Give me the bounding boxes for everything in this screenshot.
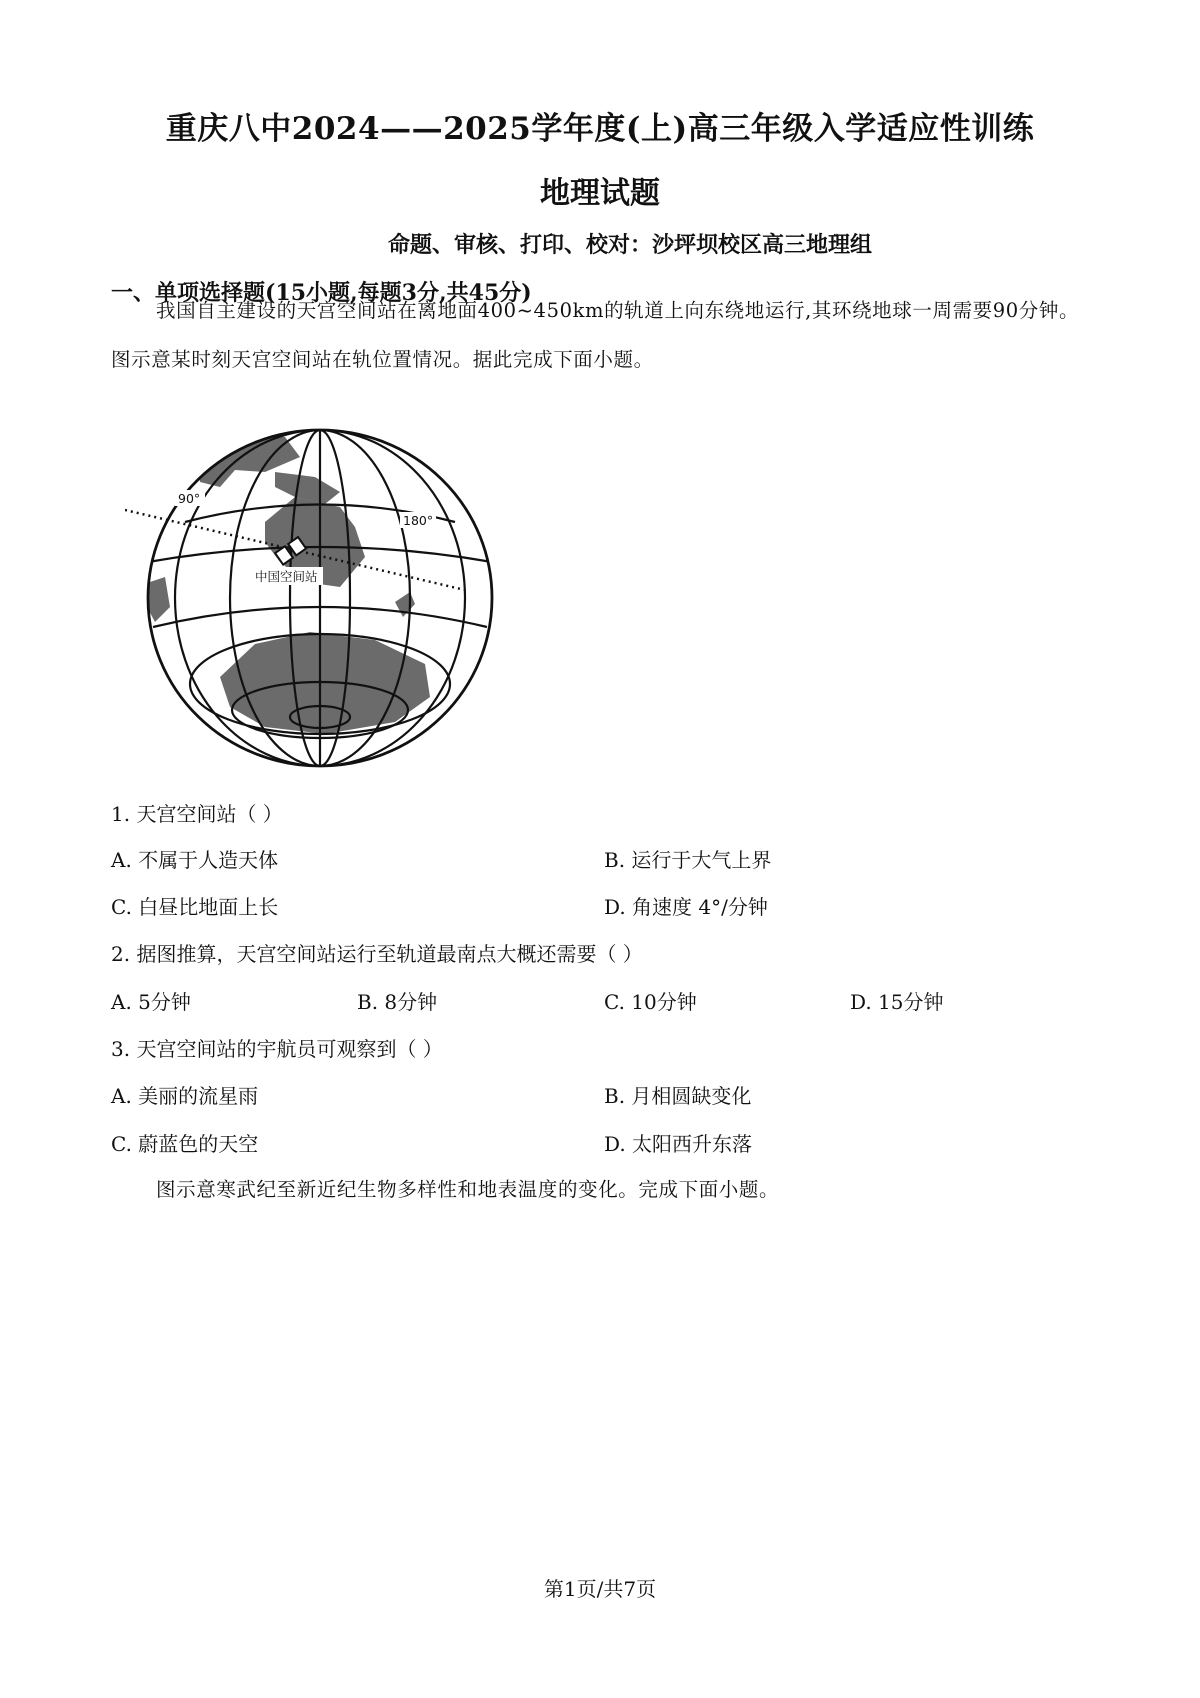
passage-2-line-1: 图示意寒武纪至新近纪生物多样性和地表温度的变化。完成下面小题。 (156, 1178, 780, 1201)
passage-1 (111, 286, 1111, 384)
q1-option-b: B. 运行于大气上界 (604, 848, 772, 872)
station-label: 中国空间站 (255, 569, 318, 584)
meridian-label-90: 90° (178, 491, 201, 506)
page-title: 重庆八中2024——2025学年度(上)高三年级入学适应性训练 (165, 111, 1035, 147)
question-3-stem: 3. 天宫空间站的宇航员可观察到（ ） (111, 1037, 443, 1061)
question-2-stem: 2. 据图推算，天宫空间站运行至轨道最南点大概还需要（ ） (111, 942, 643, 966)
q2-option-b: B. 8分钟 (357, 990, 438, 1014)
globe-figure (125, 412, 515, 784)
q3-option-a: A. 美丽的流星雨 (111, 1084, 259, 1108)
land-islands (275, 472, 340, 504)
q3-option-d: D. 太阳西升东落 (604, 1132, 753, 1156)
q2-option-d: D. 15分钟 (850, 990, 944, 1014)
passage-1-line-2: 图示意某时刻天宫空间站在轨位置情况。据此完成下面小题。 (111, 348, 654, 371)
q1-option-c: C. 白昼比地面上长 (111, 895, 279, 919)
question-1-stem: 1. 天宫空间站（ ） (111, 802, 283, 826)
q1-option-a: A. 不属于人造天体 (111, 848, 279, 872)
q2-option-c: C. 10分钟 (604, 990, 697, 1014)
q2-option-a: A. 5分钟 (111, 990, 191, 1014)
q1-option-d: D. 角速度 4°/分钟 (604, 895, 768, 919)
credits-line: 命题、审核、打印、校对：沙坪坝校区高三地理组 (387, 232, 872, 258)
meridian-label-180: 180° (403, 513, 434, 528)
page-subtitle: 地理试题 (540, 176, 660, 211)
page-number: 第1页/共7页 (543, 1577, 657, 1601)
q3-option-c: C. 蔚蓝色的天空 (111, 1132, 259, 1156)
section-heading: 一、单项选择题(15小题,每题3分,共45分) (111, 280, 532, 306)
land-africa (147, 577, 170, 622)
q3-option-b: B. 月相圆缺变化 (604, 1084, 752, 1108)
passage-2 (111, 1165, 1111, 1214)
passage-1-line-1: 我国自主建设的天宫空间站在离地面400~450km的轨道上向东绕地运行,其环绕地球一周需要90分钟。 (156, 299, 1080, 322)
